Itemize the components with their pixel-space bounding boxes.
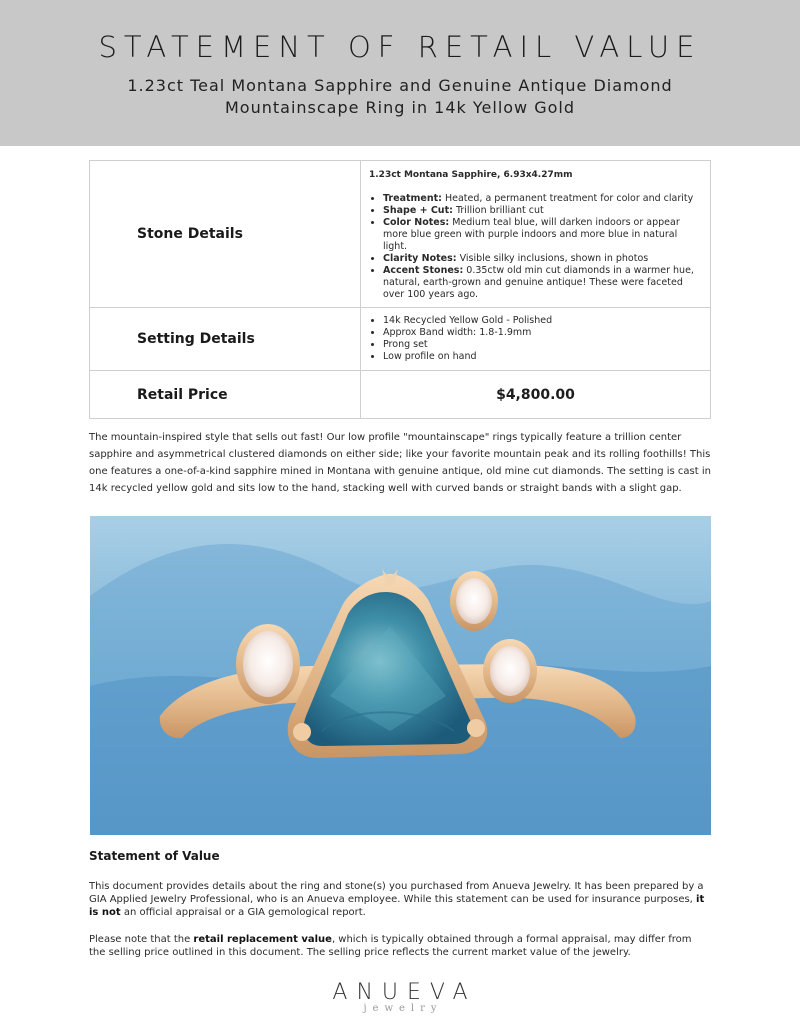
list-item: • 14k Recycled Yellow Gold - Polished [383, 315, 702, 327]
brand-logo-name: ANUEVA [332, 980, 477, 1005]
retail-price-value: $4,800.00 [496, 387, 575, 403]
list-item: • Treatment: Heated, a permanent treatment for color and clarity [383, 193, 702, 205]
list-item: • Low profile on hand [383, 351, 702, 363]
list-item: • Approx Band width: 1.8-1.9mm [383, 327, 702, 339]
document-subtitle-line-1: 1.23ct Teal Montana Sapphire and Genuine Antique Diamond [127, 76, 673, 95]
statement-paragraph-2: Please note that the retail replacement value, which is typically obtained through a formal appraisal, may differ from the selling price outlined in this document. The selling price reflects the current market value of the jewelry. [89, 934, 692, 958]
setting-details-label: Setting Details [137, 331, 255, 347]
details-table [89, 160, 711, 419]
statement-paragraph-1: This document provides details about the ring and stone(s) you purchased from Anueva Jewelry. It has been prepared by a GIA Applied Jewelry Professional, who is an Anueva employee. While this statement can be used for insurance purposes, it is not an official appraisal or a GIA gemological report. [89, 881, 705, 918]
intro-paragraph: The mountain-inspired style that sells out fast! Our low profile "mountainscape" rings typically feature a trillion center sapphire and asymmetrical clustered diamonds on either side; like your favorite mountain peak and its rolling foothills! This one features a one-of-a-kind sapphire mined in Montana with genuine antique, old mine cut diamonds. The setting is cast in 14k recycled yellow gold and sits low to the hand, stacking well with curved bands or straight bands with a slight gap. [89, 432, 711, 494]
brand-logo [0, 980, 800, 1014]
list-item: • Color Notes: Medium teal blue, will darken indoors or appear more blue green with purple indoors and more blue in natural light. [383, 217, 702, 253]
list-item: • Prong set [383, 339, 702, 351]
stone-details-value [361, 161, 710, 307]
list-item: • Shape + Cut: Trillion brilliant cut [383, 205, 702, 217]
stone-details-label: Stone Details [137, 226, 243, 242]
retail-price-label: Retail Price [137, 387, 228, 403]
retail-price-row [90, 371, 710, 419]
setting-details-list [369, 315, 702, 363]
document-title: STATEMENT OF RETAIL VALUE [98, 30, 702, 64]
ring-photo-illustration [90, 516, 711, 835]
stone-details-row [90, 161, 710, 308]
document-subtitle-line-2: Mountainscape Ring in 14k Yellow Gold [224, 98, 576, 117]
list-item: • Clarity Notes: Visible silky inclusions, shown in photos [383, 253, 702, 265]
brand-logo-subtitle: jewelry [363, 1003, 443, 1014]
stone-details-list [369, 193, 702, 301]
stone-heading: 1.23ct Montana Sapphire, 6.93x4.27mm [369, 170, 573, 180]
setting-details-row [90, 308, 710, 371]
header-banner [0, 0, 800, 146]
ring-photo [90, 516, 711, 835]
setting-details-value [361, 308, 710, 370]
statement-of-value-heading: Statement of Value [89, 849, 220, 863]
list-item: • Accent Stones: 0.35ctw old min cut diamonds in a warmer hue, natural, earth-grown and genuine antique! These were faceted over 100 years ago. [383, 265, 702, 301]
